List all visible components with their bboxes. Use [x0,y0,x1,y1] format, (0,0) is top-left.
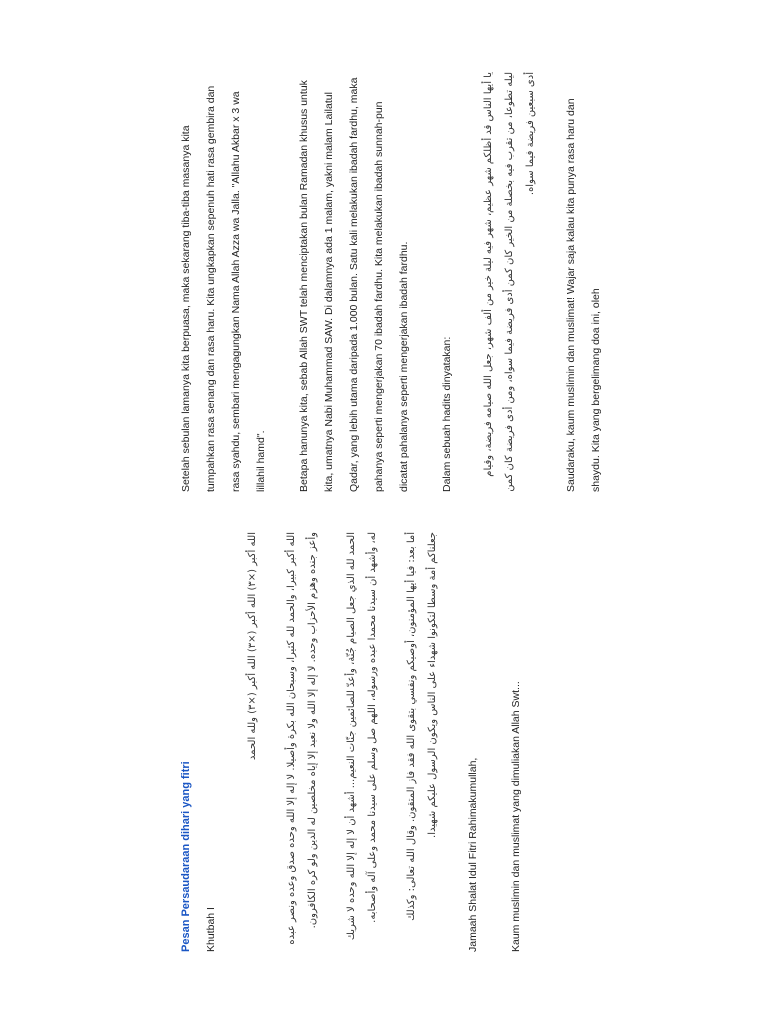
kaum-line: Kaum muslimin dan muslimat yang dimuliakan Allah Swt... [510,681,522,952]
arabic-paragraph-3: أما بعد: فيا أيها المؤمنون، أوصيكم ونفسي بتقوى الله فقد فاز المتقون. وقال الله تعالى: وكذلك جعلناكم أمة وسطا لتكونوا شهداء على الناس ويكون الرسول عليكم شهيدا. [406,532,438,921]
khutbah-heading: Khutbah I [205,907,217,952]
arabic-paragraph-1: الله أكبر كبيرا، والحمد لله كثيرا، وسبحان الله بكرة وأصيلا. لا إله إلا الله وحده صدق وعده ونصر عبده وأعز جنده وهزم الأحزاب وحده. لا إله إلا الله ولا نعبد إلا إياه مخلصين له الدين ولو كره الكافرون. [286,532,318,945]
right-column [174,72,602,492]
paragraph-4: Saudaraku, kaum muslimin dan muslimat! Wajar saja kalau kita punya rasa haru dan shaydu. Kita yang bergelimang doa ini, oleh [565,98,602,492]
rotated-page [174,72,602,952]
arabic-takbir: الله أكبر (×٣) الله أكبر (×٣) الله أكبر (×٣) ولله الحمد [247,532,258,761]
page-title: Pesan Persaudaraan dihari yang fitri [180,761,192,952]
jamaah-line: Jamaah Shalat Idul Fitri Rahimakumullah, [467,757,479,952]
arabic-paragraph-2: الحمد لله الذي جعل الصيام جُنّة، وأعدّ للصائمين جنّات النعيم... أشهد أن لا إله إلا الله وحده لا شريك له، وأشهد أن سيدنا محمدا عبده ورسوله، اللهم صل وسلم على سيدنا محمد وعلى آله وأصحابه. [346,532,378,941]
arabic-hadith: يا أيها الناس قد أظلكم شهر عظيم، شهر فيه ليلة خير من ألف شهر، جعل الله صيامه فريضة، وقيام ليله تطوعا، من تقرب فيه بخصلة من الخير كان كمن أدى فريضة فيما سواه، ومن أدى فريضة كان كمن أدى سبعين فريضة فيما سواه. [483,72,536,492]
paragraph-1: Setelah sebulan lamanya kita berpuasa, maka sekarang tiba-tiba masanya kita tumpahkan rasa senang dan rasa haru. Kita ungkapkan sepenuh hati rasa gembira dan rasa syahdu, sembari mengagungkan Nama Allah Azza wa Jalla. "Allahu Akbar x 3 wa lillahil hamd". [180,85,267,492]
paragraph-3: Dalam sebuah hadits dinyatakan: [441,336,453,492]
left-column [174,532,594,952]
paragraph-2: Betapa hanunya kita, sebab Allah SWT telah menciptakan bulan Ramadan khusus untuk kita, umatnya Nabi Muhammad SAW. Di dalamnya ada 1 malam, yakni malam Lailatul Qadar, yang lebih utama daripada 1.000 bulan. Satu kali melakukan ibadah fardhu, maka pahanya seperti mengerjakan 70 ibadah fardhu. Kita melakukan ibadah sunnah-pun dicatat pahalanya seperti mengerjakan ibadah fardhu. [298,77,410,492]
